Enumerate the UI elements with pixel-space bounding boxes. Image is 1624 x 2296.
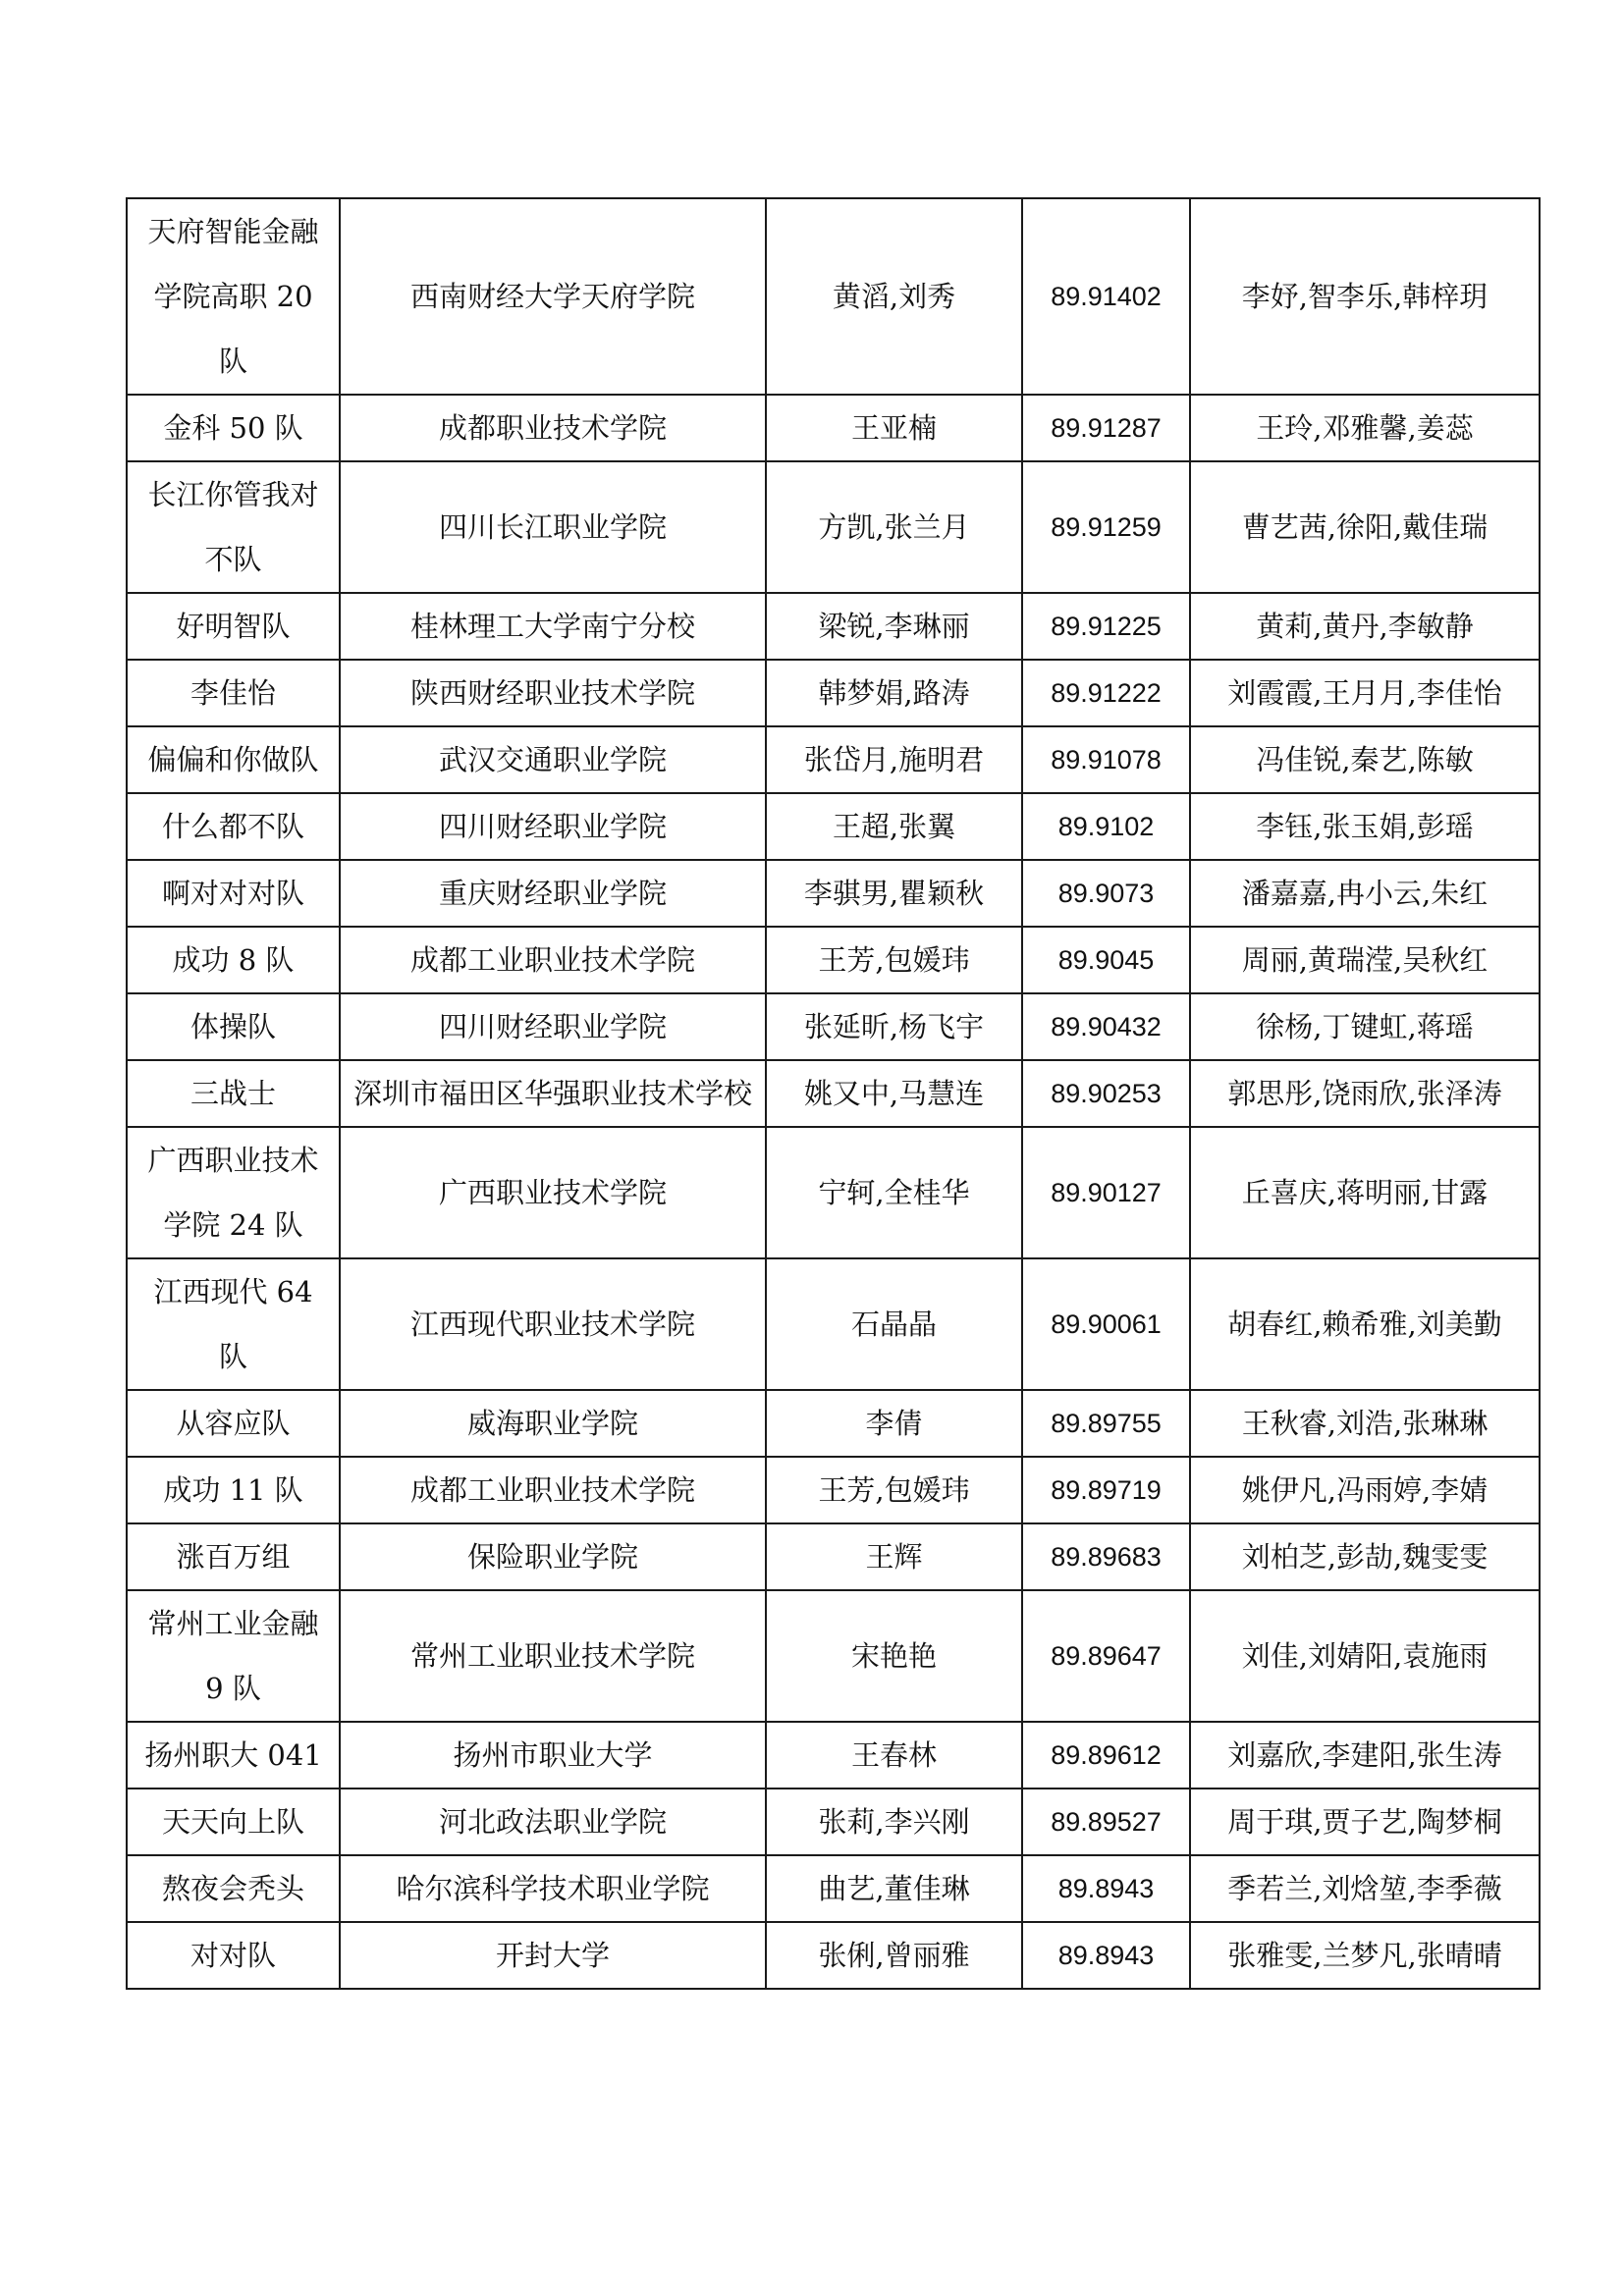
score-cell: 89.9045 — [1022, 927, 1190, 993]
school-cell: 开封大学 — [340, 1922, 766, 1989]
advisor-cell: 张莉,李兴刚 — [766, 1789, 1022, 1855]
advisor-cell: 张延昕,杨飞宇 — [766, 993, 1022, 1060]
team-name-cell: 江西现代 64 队 — [127, 1258, 340, 1390]
table-row — [127, 1855, 1540, 1922]
school-cell: 哈尔滨科学技术职业学院 — [340, 1855, 766, 1922]
results-table — [126, 197, 1541, 1990]
table-row — [127, 1127, 1540, 1258]
team-name-cell: 天府智能金融学院高职 20 队 — [127, 198, 340, 395]
table-row — [127, 1523, 1540, 1590]
score-cell: 89.90127 — [1022, 1127, 1190, 1258]
advisor-cell: 姚又中,马慧连 — [766, 1060, 1022, 1127]
score-cell: 89.89647 — [1022, 1590, 1190, 1722]
advisor-cell: 王芳,包媛玮 — [766, 1457, 1022, 1523]
school-cell: 四川财经职业学院 — [340, 993, 766, 1060]
members-cell: 周于琪,贾子艺,陶梦桐 — [1190, 1789, 1540, 1855]
members-cell: 郭思彤,饶雨欣,张泽涛 — [1190, 1060, 1540, 1127]
advisor-cell: 张俐,曾丽雅 — [766, 1922, 1022, 1989]
team-name-cell: 熬夜会秃头 — [127, 1855, 340, 1922]
table-row — [127, 1922, 1540, 1989]
table-row — [127, 860, 1540, 927]
advisor-cell: 方凯,张兰月 — [766, 461, 1022, 593]
score-cell: 89.91222 — [1022, 660, 1190, 726]
table-row — [127, 927, 1540, 993]
table-row — [127, 1590, 1540, 1722]
members-cell: 王玲,邓雅馨,姜蕊 — [1190, 395, 1540, 461]
team-name-cell: 天天向上队 — [127, 1789, 340, 1855]
table-row — [127, 726, 1540, 793]
score-cell: 89.89527 — [1022, 1789, 1190, 1855]
school-cell: 扬州市职业大学 — [340, 1722, 766, 1789]
school-cell: 保险职业学院 — [340, 1523, 766, 1590]
members-cell: 李妤,智李乐,韩梓玥 — [1190, 198, 1540, 395]
members-cell: 季若兰,刘焓堃,李季薇 — [1190, 1855, 1540, 1922]
school-cell: 陕西财经职业技术学院 — [340, 660, 766, 726]
advisor-cell: 王芳,包媛玮 — [766, 927, 1022, 993]
advisor-cell: 宋艳艳 — [766, 1590, 1022, 1722]
team-name-cell: 什么都不队 — [127, 793, 340, 860]
team-name-cell: 三战士 — [127, 1060, 340, 1127]
advisor-cell: 李骐男,瞿颖秋 — [766, 860, 1022, 927]
members-cell: 张雅雯,兰梦凡,张晴晴 — [1190, 1922, 1540, 1989]
team-name-cell: 金科 50 队 — [127, 395, 340, 461]
members-cell: 黄莉,黄丹,李敏静 — [1190, 593, 1540, 660]
score-cell: 89.91078 — [1022, 726, 1190, 793]
members-cell: 刘柏芝,彭劼,魏雯雯 — [1190, 1523, 1540, 1590]
team-name-cell: 体操队 — [127, 993, 340, 1060]
team-name-cell: 涨百万组 — [127, 1523, 340, 1590]
school-cell: 河北政法职业学院 — [340, 1789, 766, 1855]
team-name-cell: 成功 8 队 — [127, 927, 340, 993]
table-row — [127, 1060, 1540, 1127]
members-cell: 徐杨,丁键虹,蒋瑶 — [1190, 993, 1540, 1060]
table-row — [127, 660, 1540, 726]
table-row — [127, 1390, 1540, 1457]
team-name-cell: 常州工业金融 9 队 — [127, 1590, 340, 1722]
score-cell: 89.91287 — [1022, 395, 1190, 461]
advisor-cell: 宁轲,全桂华 — [766, 1127, 1022, 1258]
school-cell: 重庆财经职业学院 — [340, 860, 766, 927]
table-row — [127, 461, 1540, 593]
team-name-cell: 从容应队 — [127, 1390, 340, 1457]
table-row — [127, 793, 1540, 860]
table-row — [127, 1258, 1540, 1390]
table-row — [127, 1789, 1540, 1855]
team-name-cell: 成功 11 队 — [127, 1457, 340, 1523]
members-cell: 刘嘉欣,李建阳,张生涛 — [1190, 1722, 1540, 1789]
team-name-cell: 偏偏和你做队 — [127, 726, 340, 793]
score-cell: 89.8943 — [1022, 1922, 1190, 1989]
score-cell: 89.89719 — [1022, 1457, 1190, 1523]
score-cell: 89.91259 — [1022, 461, 1190, 593]
school-cell: 江西现代职业技术学院 — [340, 1258, 766, 1390]
school-cell: 武汉交通职业学院 — [340, 726, 766, 793]
school-cell: 深圳市福田区华强职业技术学校 — [340, 1060, 766, 1127]
advisor-cell: 王亚楠 — [766, 395, 1022, 461]
team-name-cell: 好明智队 — [127, 593, 340, 660]
members-cell: 胡春红,赖希雅,刘美勤 — [1190, 1258, 1540, 1390]
advisor-cell: 曲艺,董佳琳 — [766, 1855, 1022, 1922]
school-cell: 成都工业职业技术学院 — [340, 927, 766, 993]
school-cell: 四川长江职业学院 — [340, 461, 766, 593]
advisor-cell: 王超,张翼 — [766, 793, 1022, 860]
results-table-body — [127, 198, 1540, 1989]
score-cell: 89.9102 — [1022, 793, 1190, 860]
table-row — [127, 198, 1540, 395]
members-cell: 周丽,黄瑞滢,吴秋红 — [1190, 927, 1540, 993]
advisor-cell: 王春林 — [766, 1722, 1022, 1789]
members-cell: 王秋睿,刘浩,张琳琳 — [1190, 1390, 1540, 1457]
members-cell: 曹艺茜,徐阳,戴佳瑞 — [1190, 461, 1540, 593]
score-cell: 89.91225 — [1022, 593, 1190, 660]
members-cell: 潘嘉嘉,冉小云,朱红 — [1190, 860, 1540, 927]
score-cell: 89.90432 — [1022, 993, 1190, 1060]
school-cell: 广西职业技术学院 — [340, 1127, 766, 1258]
members-cell: 刘霞霞,王月月,李佳怡 — [1190, 660, 1540, 726]
team-name-cell: 对对队 — [127, 1922, 340, 1989]
table-row — [127, 1722, 1540, 1789]
team-name-cell: 长江你管我对不队 — [127, 461, 340, 593]
score-cell: 89.9073 — [1022, 860, 1190, 927]
score-cell: 89.89755 — [1022, 1390, 1190, 1457]
advisor-cell: 王辉 — [766, 1523, 1022, 1590]
school-cell: 成都职业技术学院 — [340, 395, 766, 461]
table-row — [127, 993, 1540, 1060]
table-row — [127, 1457, 1540, 1523]
school-cell: 常州工业职业技术学院 — [340, 1590, 766, 1722]
score-cell: 89.90253 — [1022, 1060, 1190, 1127]
school-cell: 成都工业职业技术学院 — [340, 1457, 766, 1523]
members-cell: 丘喜庆,蒋明丽,甘露 — [1190, 1127, 1540, 1258]
table-row — [127, 395, 1540, 461]
school-cell: 西南财经大学天府学院 — [340, 198, 766, 395]
school-cell: 桂林理工大学南宁分校 — [340, 593, 766, 660]
score-cell: 89.89612 — [1022, 1722, 1190, 1789]
advisor-cell: 石晶晶 — [766, 1258, 1022, 1390]
advisor-cell: 李倩 — [766, 1390, 1022, 1457]
advisor-cell: 黄滔,刘秀 — [766, 198, 1022, 395]
score-cell: 89.90061 — [1022, 1258, 1190, 1390]
table-row — [127, 593, 1540, 660]
school-cell: 四川财经职业学院 — [340, 793, 766, 860]
school-cell: 威海职业学院 — [340, 1390, 766, 1457]
members-cell: 刘佳,刘婧阳,袁施雨 — [1190, 1590, 1540, 1722]
team-name-cell: 广西职业技术学院 24 队 — [127, 1127, 340, 1258]
score-cell: 89.89683 — [1022, 1523, 1190, 1590]
score-cell: 89.8943 — [1022, 1855, 1190, 1922]
members-cell: 姚伊凡,冯雨婷,李婧 — [1190, 1457, 1540, 1523]
team-name-cell: 啊对对对队 — [127, 860, 340, 927]
team-name-cell: 扬州职大 041 — [127, 1722, 340, 1789]
members-cell: 李钰,张玉娟,彭瑶 — [1190, 793, 1540, 860]
score-cell: 89.91402 — [1022, 198, 1190, 395]
members-cell: 冯佳锐,秦艺,陈敏 — [1190, 726, 1540, 793]
advisor-cell: 梁锐,李琳丽 — [766, 593, 1022, 660]
advisor-cell: 韩梦娟,路涛 — [766, 660, 1022, 726]
advisor-cell: 张岱月,施明君 — [766, 726, 1022, 793]
team-name-cell: 李佳怡 — [127, 660, 340, 726]
